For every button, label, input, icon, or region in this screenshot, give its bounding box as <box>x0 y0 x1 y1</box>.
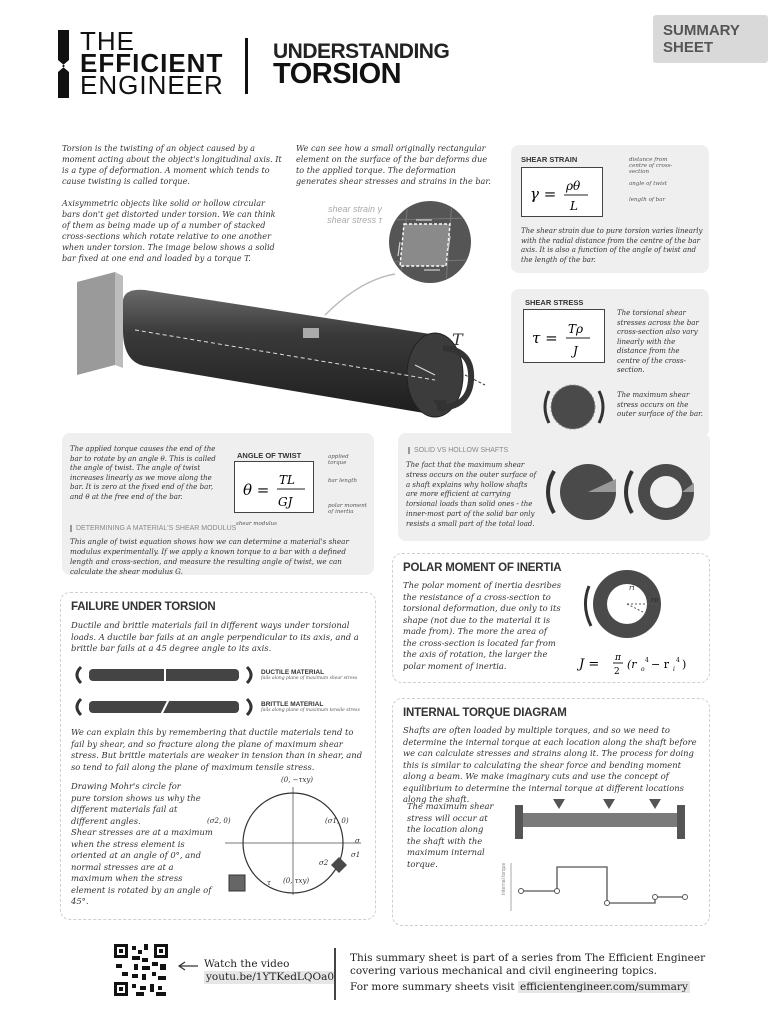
strain-ann-length: length of bar <box>629 197 666 203</box>
mohr-top: (0, −τxy) <box>281 776 314 784</box>
polar-ri-label: ri <box>629 584 635 592</box>
angle-of-twist-panel <box>62 433 374 575</box>
strain-ann-radius: distance from centre of cross-section <box>629 157 673 175</box>
solid-hollow-panel <box>398 433 710 541</box>
failure-paragraph-3: Drawing Mohr's circle for pure torsion shows us why the different materials fail at different angles. <box>71 781 201 826</box>
strain-symbol: γ <box>377 204 382 214</box>
svg-text:γ =: γ = <box>530 185 557 203</box>
footer-line-2: covering various mechanical and civil engineering topics. <box>350 965 657 977</box>
svg-text:Tρ: Tρ <box>568 322 584 336</box>
svg-text:J: J <box>573 344 578 358</box>
solid-hollow-illustration <box>544 461 704 523</box>
svg-text:π: π <box>615 653 621 663</box>
strain-label: shear strain <box>327 204 375 214</box>
svg-text:4: 4 <box>676 657 680 664</box>
shear-strain-title: SHEAR STRAIN <box>521 155 578 164</box>
summary-link[interactable]: efficientengineer.com/summary <box>519 981 688 993</box>
logo-line-3: ENGINEER <box>80 70 224 100</box>
torque-label: T <box>452 330 463 349</box>
svg-text:θ =: θ = <box>243 481 270 499</box>
mohr-left: (σ2, 0) <box>207 817 231 825</box>
logo <box>80 26 224 100</box>
intro-paragraph-3: We can see how a small originally rectangular element on the surface of the bar deforms due to the applied torque. The deformation generates shear stresses and strains in the bar. <box>296 143 491 186</box>
failure-paragraph-1: Ductile and brittle materials fail in different ways under torsional loads. A ductile bar fails at an angle perpendicular to its axis, and a brittle bar fails at a 45 degree angle to its axis. <box>71 620 359 653</box>
polar-moment-panel <box>392 553 710 683</box>
polar-moment-title: POLAR MOMENT OF INERTIA <box>403 562 562 574</box>
ductile-label: DUCTILE MATERIAL <box>261 669 325 676</box>
internal-torque-text: Shafts are often loaded by multiple torques, and so we need to determine the internal torque at each location along the shaft before we can calculate stresses and strains along it. The process for doing this is similar to calculating the shear force and bending moment along a beam. We make imaginary cuts and use the concept of equilibrium to determine the internal torque at different locations along the shaft. <box>403 725 697 804</box>
svg-text:o: o <box>641 666 645 673</box>
shear-modulus-text: This angle of twist equation shows how we can determine a material's shear modulus experimentally. If we apply a known torque to a bar with a defined length and cross-section, and measure the resulting angle of twist, we can calculate the shear modulus G. <box>70 537 349 576</box>
internal-torque-text-2: The maximum shear stress will occur at the location along the shaft with the maximum internal torque. <box>407 801 494 869</box>
svg-text:J =: J = <box>579 657 600 672</box>
video-link-group <box>204 958 336 984</box>
footer-line-1: This summary sheet is part of a series from The Efficient Engineer <box>350 952 706 964</box>
stress-symbol: τ <box>378 215 382 225</box>
internal-torque-title: INTERNAL TORQUE DIAGRAM <box>403 707 567 719</box>
shear-strain-panel <box>511 145 709 273</box>
video-link[interactable]: youtu.be/1YTKedLQOa0 <box>206 971 335 983</box>
failure-paragraph-4: Shear stresses are at a maximum when the stress element is oriented at an angle of 0°, and normal stresses are at a maximum when the stress element is rotated by an angle of 45°. <box>71 827 213 906</box>
ductile-sub: fails along plane of maximum shear stress <box>261 676 358 681</box>
shear-stress-equation <box>523 309 605 363</box>
polar-moment-text: The polar moment of inertia desribes the resistance of a cross-section to torsional deformation, due only to its shape (not due to the material it is made from). The more the area of the cross-section is located far from the axis of rotation, the larger the polar moment of inertia. <box>403 580 562 671</box>
element-legend <box>318 204 382 226</box>
failure-paragraph-2: We can explain this by remembering that ductile materials tend to fail by shear, and so fracture along the plane of maximum shear stress. But brittle materials are weaker in tension than in shear, and so tend to fail along the plane of maximum tensile stress. <box>71 727 363 772</box>
intro-paragraph-1: Torsion is the twisting of an object caused by a moment acting about the object's longitudinal axis. It is a type of deformation. A moment which tends to cause twisting is called torque. <box>62 143 282 186</box>
ductile-brittle-bars <box>71 663 261 723</box>
brittle-sub: fails along plane of maximum tensile stress <box>261 708 360 713</box>
summary-sheet-badge: SUMMARY SHEET <box>653 15 768 63</box>
shear-strain-text: The shear strain due to pure torsion varies linearly with the radial distance from the centre of the bar axis. It is also a function of the angle of twist and the length of the bar. <box>521 227 703 264</box>
footer-line-3 <box>350 981 705 994</box>
mohrs-circle <box>211 777 371 907</box>
shear-modulus-subheading: DETERMINING A MATERIAL'S SHEAR MODULUS <box>70 525 236 532</box>
title-divider <box>245 38 248 94</box>
angle-twist-title: ANGLE OF TWIST <box>237 451 302 460</box>
shear-stress-text-1: The torsional shear stresses across the bar cross-section also vary linearly with the distance from the centre of the cross-section. <box>617 309 699 374</box>
svg-text:i: i <box>673 666 675 673</box>
stress-label: shear stress <box>327 215 377 225</box>
twist-ann-length: bar length <box>328 478 358 484</box>
polar-moment-equation <box>577 648 697 678</box>
logo-line-2: EFFICIENT <box>80 48 224 78</box>
mohr-sigma2: σ2 <box>319 859 329 867</box>
svg-text:(r: (r <box>627 658 637 671</box>
arrow-left-icon <box>176 960 200 972</box>
footer-line-3-pre: For more summary sheets visit <box>350 981 515 993</box>
torque-axis-label: Internal torque <box>501 862 507 895</box>
failure-title: FAILURE UNDER TORSION <box>71 601 216 613</box>
strain-legend <box>318 204 382 215</box>
internal-torque-panel <box>392 698 710 926</box>
logo-line-1: THE <box>80 26 135 56</box>
shear-strain-equation <box>521 167 603 217</box>
failure-panel <box>60 592 376 920</box>
svg-text:− r: − r <box>651 658 669 671</box>
svg-text:4: 4 <box>645 657 649 664</box>
svg-text:2: 2 <box>614 667 620 677</box>
brittle-label-group <box>261 701 360 714</box>
solid-hollow-text: The fact that the maximum shear stress occurs on the outer surface of a shaft explains why hollow shafts are more efficient at carrying torsional loads than solid ones - the inner-most part of the solid bar only resists a small part of the total load. <box>406 461 537 528</box>
svg-text:TL: TL <box>279 473 295 487</box>
shear-stress-panel <box>511 289 709 437</box>
twist-ann-shear-modulus: shear modulus <box>236 521 277 527</box>
footer-info <box>350 952 705 994</box>
internal-torque-illustration <box>503 797 703 917</box>
footer-divider <box>334 948 336 1000</box>
shear-stress-text-2: The maximum shear stress occurs on the outer surface of the bar. <box>617 391 703 418</box>
svg-text:ρθ: ρθ <box>566 179 581 193</box>
mohr-tau-axis: τ <box>267 879 271 887</box>
twist-ann-torque: applied torque <box>328 454 349 466</box>
strain-ann-angle: angle of twist <box>629 181 667 187</box>
mohr-sigma-axis: σ <box>355 837 360 845</box>
hollow-section-illustration <box>581 566 671 646</box>
intro-paragraph-2: Axisymmetric objects like solid or hollow circular bars don't get distorted under torsion. We can think of them as being made up of a number of stacked cross-sections which rotate relative to one another when under torsion. The image below shows a solid bar fixed at one end and loaded by a torque T. <box>62 198 276 263</box>
svg-text:): ) <box>682 658 687 671</box>
solid-hollow-subheading: SOLID VS HOLLOW SHAFTS <box>408 447 508 454</box>
svg-text:τ =: τ = <box>532 329 558 347</box>
polar-ro-label: ro <box>651 596 659 604</box>
torsion-bar-illustration <box>75 270 495 420</box>
shear-stress-title: SHEAR STRESS <box>525 298 584 307</box>
stress-legend <box>318 215 382 226</box>
svg-text:L: L <box>570 199 578 213</box>
qr-code[interactable] <box>112 942 170 998</box>
mohr-right: (σ1, 0) <box>325 817 349 825</box>
angle-twist-equation <box>234 461 314 513</box>
svg-text:GJ: GJ <box>278 495 293 509</box>
ductile-label-group <box>261 669 357 682</box>
page-title: TORSION <box>273 58 402 90</box>
logo-mark <box>56 30 70 98</box>
mohr-sigma1: σ1 <box>351 851 361 859</box>
mohr-bottom: (0, τxy) <box>283 877 310 885</box>
watch-video-text: Watch the video <box>204 958 290 970</box>
twist-ann-polar: polar moment of inertia <box>328 503 367 515</box>
title-line-1: UNDERSTANDING <box>273 40 450 63</box>
brittle-label: BRITTLE MATERIAL <box>261 701 324 708</box>
stress-cross-section-illustration <box>541 379 611 435</box>
angle-twist-text: The applied torque causes the end of the bar to rotate by an angle θ. This is called the angle of twist. The angle of twist increases linearly as we move along the bar. It is zero at the fixed end of the bar, and θ at the free end of the bar. <box>70 445 216 501</box>
